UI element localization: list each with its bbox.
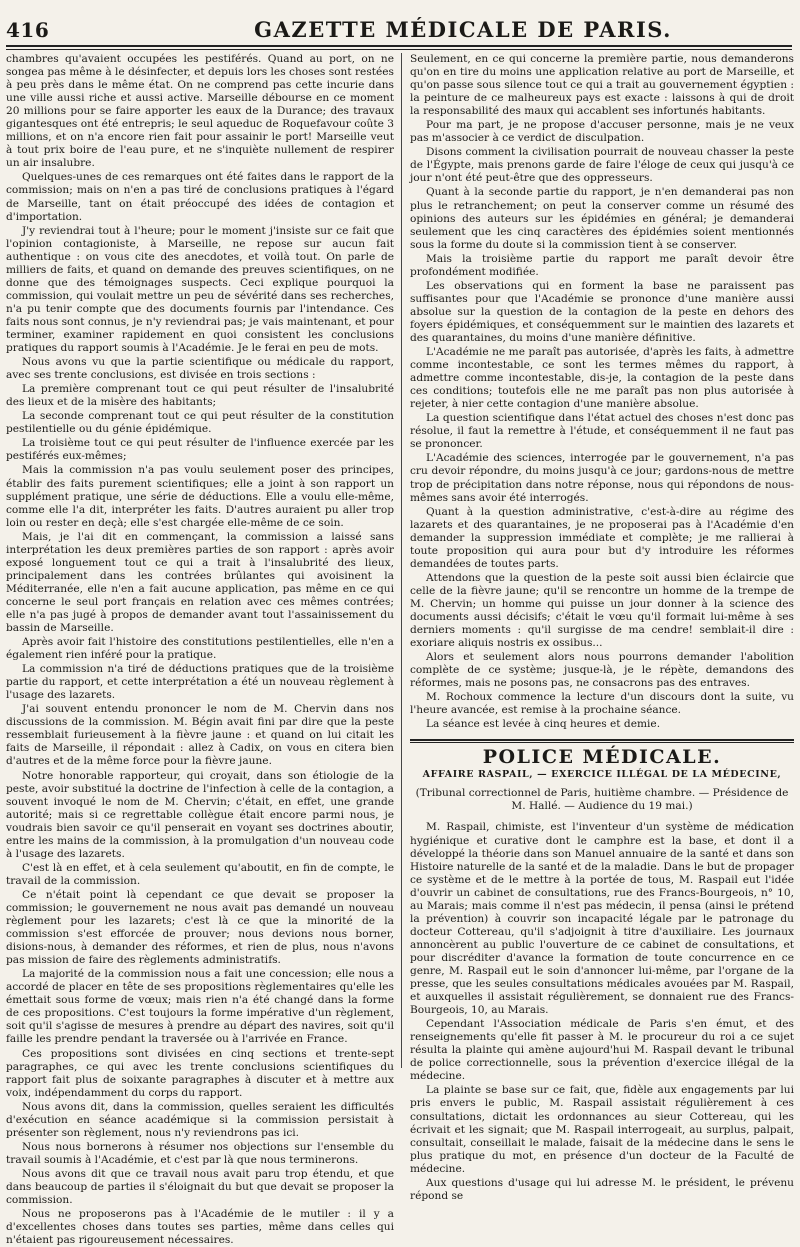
paragraph: M. Raspail, chimiste, est l'inventeur d'un système de médication hygiénique et curative dont le camphre est la base, et dont il a développé la théorie dans son Manuel annuaire de la santé et dans son Histoire naturelle de la santé et de la maladie. Dans le but de propager ce système et de le mettre à la portée de tous, M. Raspail eut l'idée d'ouvrir un cabinet de consultations, rue des Francs-Bourgeois, n° 10, au Marais; mais comme il n'est pas médecin, il pensa (ainsi le prétend la prévention) à couvrir son incapacité légale par le patronage du docteur Cottereau, qu'il s'adjoignit à titre d'auxiliaire. Les journaux annoncèrent au public l'ouverture de ce cabinet de consultations, et pour discréditer d'avance la formation de toute concurrence en ce genre, M. Raspail eut le soin d'annoncer lui-même, par l'organe de la presse, que les seules consultations médicales avouées par M. Raspail, et auxquelles il assistait régulièrement, se donnaient rue des Francs-Bourgeois, 10, au Marais. [410,821,794,1017]
paragraph: L'Académie des sciences, interrogée par le gouvernement, n'a pas cru devoir répondre, du moins jusqu'à ce jour; gardons-nous de mettre trop de précipitation dans notre réponse, nous qui répondons de nous-mêmes sans avoir été interrogés. [410,452,794,504]
page-number: 416 [6,18,50,42]
header-rule [6,45,792,47]
paragraph: Mais la commission n'a pas voulu seulement poser des principes, établir des faits purement scientifiques; elle a joint à son rapport un supplément pratique, une série de déductions. Elle a voulu elle-même, comme elle l'a dit, interpréter les faits. D'autres auraient pu aller trop loin ou rester en deçà; elle s'est chargée elle-même de ce soin. [6,464,394,529]
paragraph: M. Rochoux commence la lecture d'un discours dont la suite, vu l'heure avancée, est remise à la prochaine séance. [410,691,794,717]
paragraph: Seulement, en ce qui concerne la première partie, nous demanderons qu'on en tire du moins une application relative au port de Marseille, et qu'on passe sous silence tout ce qui a trait au gouvernement égyptien : la peinture de ce malheureux pays est exacte : laissons à qui de droit la responsabilité des maux qui accablent ses infortunés habitants. [410,53,794,118]
paragraph: La première comprenant tout ce qui peut résulter de l'insalubrité des lieux et de la misère des habitants; [6,383,394,409]
paragraph: Les observations qui en forment la base ne paraissent pas suffisantes pour que l'Académie se prononce d'une manière aussi absolue sur la question de la contagion de la peste en dehors des foyers épidémiques, et conséquemment sur le maintien des lazarets et des quarantaines, du moins d'une manière définitive. [410,279,794,344]
paragraph: Cependant l'Association médicale de Paris s'en émut, et des renseignements qu'elle fit passer à M. le procureur du roi a ce sujet résulta la plainte qui amène aujourd'hui M. Raspail devant le tribunal de police correctionnelle, sous la prévention d'exercice illégal de la médecine. [410,1018,794,1083]
paragraph: Aux questions d'usage qui lui adresse M. le président, le prévenu répond se [410,1176,794,1202]
paragraph: C'est là en effet, et à cela seulement qu'aboutit, en fin de compte, le travail de la commission. [6,861,394,887]
paragraph: J'y reviendrai tout à l'heure; pour le moment j'insiste sur ce fait que l'opinion contagioniste, à Marseille, ne repose sur aucun fait authentique : on vous cite des anecdotes, et voilà tout. On parle de milliers de faits, et quand on demande des preuves scientifiques, on ne donne que des témoignages suspects. Ceci explique pourquoi la commission, qui voulait mettre un peu de sévérité dans ses recherches, n'a pu tenir compte que des documents fournis par l'intendance. Ces faits nous sont connus, je n'y reviendrai pas; je vais maintenant, et pour terminer, examiner rapidement en quoi consistent les conclusions pratiques du rapport soumis à l'Académie. Je le ferai en peu de mots. [6,224,394,355]
paragraph: Nous avons vu que la partie scientifique ou médicale du rapport, avec ses trente conclusions, est divisée en trois sections : [6,356,394,382]
header-rule-thin [6,49,792,50]
section-rule-thin [410,742,794,743]
section-rule [410,739,794,741]
paragraph: Quant à la question administrative, c'est-à-dire au régime des lazarets et des quarantaines, je ne proposerai pas à l'Académie d'en demander la suppression immédiate et complète; je me rallierai à toute proposition qui aura pour but d'y introduire les réformes demandées de toutes parts. [410,505,794,570]
paragraph: Mais la troisième partie du rapport me paraît devoir être profondément modifiée. [410,252,794,278]
section-title: POLICE MÉDICALE. [482,746,722,769]
paragraph: Attendons que la question de la peste soit aussi bien éclaircie que celle de la fièvre jaune; qu'il se rencontre un homme de la trempe de M. Chervin; un homme qui puisse un jour donner à la science des documents aussi décisifs; c'était le vœu qu'il formait lui-même à ses derniers moments : qu'il surgisse de ma cendre! semblait-il dire : exoriare aliquis nostris ex ossibus... [410,571,794,650]
column-divider [401,53,402,1068]
paragraph: La commission n'a tiré de déductions pratiques que de la troisième partie du rapport, et cette interprétation a été un nouveau règlement à l'usage des lazarets. [6,663,394,702]
paragraph: Nous ne proposerons pas à l'Académie de le mutiler : il y a d'excellentes choses dans toutes ses parties, même dans celles qui n'étaient pas rigoureusement nécessaires. [6,1208,394,1247]
paragraph: J'ai souvent entendu prononcer le nom de M. Chervin dans nos discussions de la commission. M. Bégin avait fini par dire que la peste ressemblait furieusement à la fièvre jaune : et quand on lui citait les faits de Marseille, il répondait : allez à Cadix, on vous en citera bien d'autres et de la même force pour la fièvre jaune. [6,703,394,768]
paragraph: La séance est levée à cinq heures et demie. [426,718,661,731]
paragraph: Mais, je l'ai dit en commençant, la commission a laissé sans interprétation les deux premières parties de son rapport : après avoir exposé longuement tout ce qui a trait à l'insalubrité des lieux, principalement dans les contrées brûlantes qui avoisinent la Méditerranée, elle n'en a fait aucune application, pas même en ce qui concerne le seul port français en relation avec ces mêmes contrées; elle n'a pas jugé à propos de demander avant tout l'assainissement du bassin de Marseille. [6,530,394,635]
paragraph: Nous nous bornerons à résumer nos objections sur l'ensemble du travail soumis à l'Académie, et c'est par là que nous terminerons. [6,1140,394,1166]
police-section-text [410,821,794,1202]
right-column-text [410,53,794,731]
paragraph: Nous avons dit que ce travail nous avait paru trop étendu, et que dans beaucoup de parties il s'éloignait du but que devait se proposer la commission. [6,1167,394,1207]
left-column [6,53,394,1247]
paragraph: Nous avons dit, dans la commission, quelles seraient les difficultés d'exécution en séance académique si la commission persistait à présenter son règlement, nous n'y reviendrons pas ici. [6,1100,394,1139]
paragraph: Quelques-unes de ces remarques ont été faites dans le rapport de la commission; mais on n'en a pas tiré de conclusions pratiques à l'égard de Marseille, tant on était préoccupé des idées de contagion et d'importation. [6,171,394,223]
paragraph: La question scientifique dans l'état actuel des choses n'est donc pas résolue, il faut la remettre à l'étude, et conséquemment il ne faut pas se prononcer. [410,412,794,451]
tribunal-heading: (Tribunal correctionnel de Paris, huitième chambre. — Présidence de M. Hallé. — Audience du 19 mai.) [415,787,789,813]
paragraph: La troisième tout ce qui peut résulter de l'influence exercée par les pestiférés eux-mêmes; [6,437,394,463]
paragraph: Après avoir fait l'histoire des constitutions pestilentielles, elle n'en a également rien inféré pour la pratique. [6,636,394,662]
paragraph: La plainte se base sur ce fait, que, fidèle aux engagements par lui pris envers le public, M. Raspail assistait régulièrement à ces consultations, dictait les ordonnances au sieur Cottereau, qui les écrivait et les signait; que M. Raspail interrogeait, au surplus, palpait, consultait, conseillait le malade, faisait de la médecine dans le sens le plus pratique du mot, en présence d'un docteur de la Faculté de médecine. [410,1084,794,1175]
paragraph: Quant à la seconde partie du rapport, je n'en demanderai pas non plus le retranchement; on peut la conserver comme un résumé des opinions des auteurs sur les épidémies en général; je demanderai seulement que les cinq caractères des épidémies soient mentionnés sous la forme du doute si la commission tient à se conserver. [410,186,794,251]
paragraph: Ce n'était point là cependant ce que devait se proposer la commission; le gouvernement ne nous avait pas demandé un nouveau règlement pour les lazarets; c'est là ce que la minorité de la commission s'est efforcée de prouver; nous devions nous borner, disions-nous, à demander des réformes, et rien de plus, nous n'avons pas mission de faire des règlements administratifs. [6,888,394,967]
paragraph: Alors et seulement alors nous pourrons demander l'abolition complète de ce système; jusque-là, je le répète, demandons des réformes, mais ne posons pas, ne consacrons pas des entraves. [410,651,794,690]
paragraph: La majorité de la commission nous a fait une concession; elle nous a accordé de placer en tête de ses propositions règlementaires qu'elle les émettait sous forme de vœux; mais rien n'a été changé dans la forme de ces propositions. C'est toujours la forme impérative d'un règlement, soit qu'il s'agisse de mesures à prendre au départ des navires, soit qu'il faille les prendre pendant la traversée ou à l'arrivée en France. [6,968,394,1046]
page-header [6,8,792,42]
paragraph: Notre honorable rapporteur, qui croyait, dans son étiologie de la peste, avoir substitué la doctrine de l'infection à celle de la contagion, a souvent invoqué le nom de M. Chervin; c'était, en effet, une grande autorité; mais si ce regrettable collègue était encore parmi nous, je voudrais bien savoir ce qu'il penserait en voyant ses doctrines aboutir, entre les mains de la commission, à la promulgation d'un nouveau code à l'usage des lazarets. [6,769,394,860]
paragraph: Ces propositions sont divisées en cinq sections et trente-sept paragraphes, ce qui avec les trente conclusions scientifiques du rapport fait plus de soixante paragraphes à discuter et à mettre aux voix, indépendamment du corps du rapport. [6,1047,394,1099]
paragraph: La seconde comprenant tout ce qui peut résulter de la constitution pestilentielle ou du génie épidémique. [6,410,394,436]
paragraph: Pour ma part, je ne propose d'accuser personne, mais je ne veux pas m'associer à ce verdict de disculpation. [410,119,794,145]
paragraph: Disons comment la civilisation pourrait de nouveau chasser la peste de l'Égypte, mais prenons garde de faire l'éloge de ceux qui jusqu'à ce jour n'ont été peut-être que des oppresseurs. [410,146,794,185]
right-column [410,53,794,1202]
affaire-heading: AFFAIRE RASPAIL, — EXERCICE ILLÉGAL DE LA MÉDECINE, [422,769,782,781]
paragraph: L'Académie ne me paraît pas autorisée, d'après les faits, à admettre comme incontestable, ce sont les termes mêmes du rapport, à admettre comme incontestable, dis-je, la contagion de la peste dans ces conditions; toutefois elle ne me paraît pas non plus autorisée à rejeter, à nier cette contagion d'une manière absolue. [410,346,794,411]
journal-title: GAZETTE MÉDICALE DE PARIS. [254,17,672,42]
paragraph: chambres qu'avaient occupées les pestiférés. Quand au port, on ne songea pas même à le désinfecter, et depuis lors les choses sont restées à peu près dans le même état. On ne comprend pas cette incurie dans une ville aussi riche et aussi active. Marseille débourse en ce moment 20 millions pour se faire apporter les eaux de la Durance; des travaux gigantesques ont été entrepris; le seul aqueduc de Roquefavour coûte 3 millions, et on n'a encore rien fait pour assainir le port! Marseille veut à tout prix boire de l'eau pure, et ne s'inquiète nullement de respirer un air insalubre. [6,53,394,170]
